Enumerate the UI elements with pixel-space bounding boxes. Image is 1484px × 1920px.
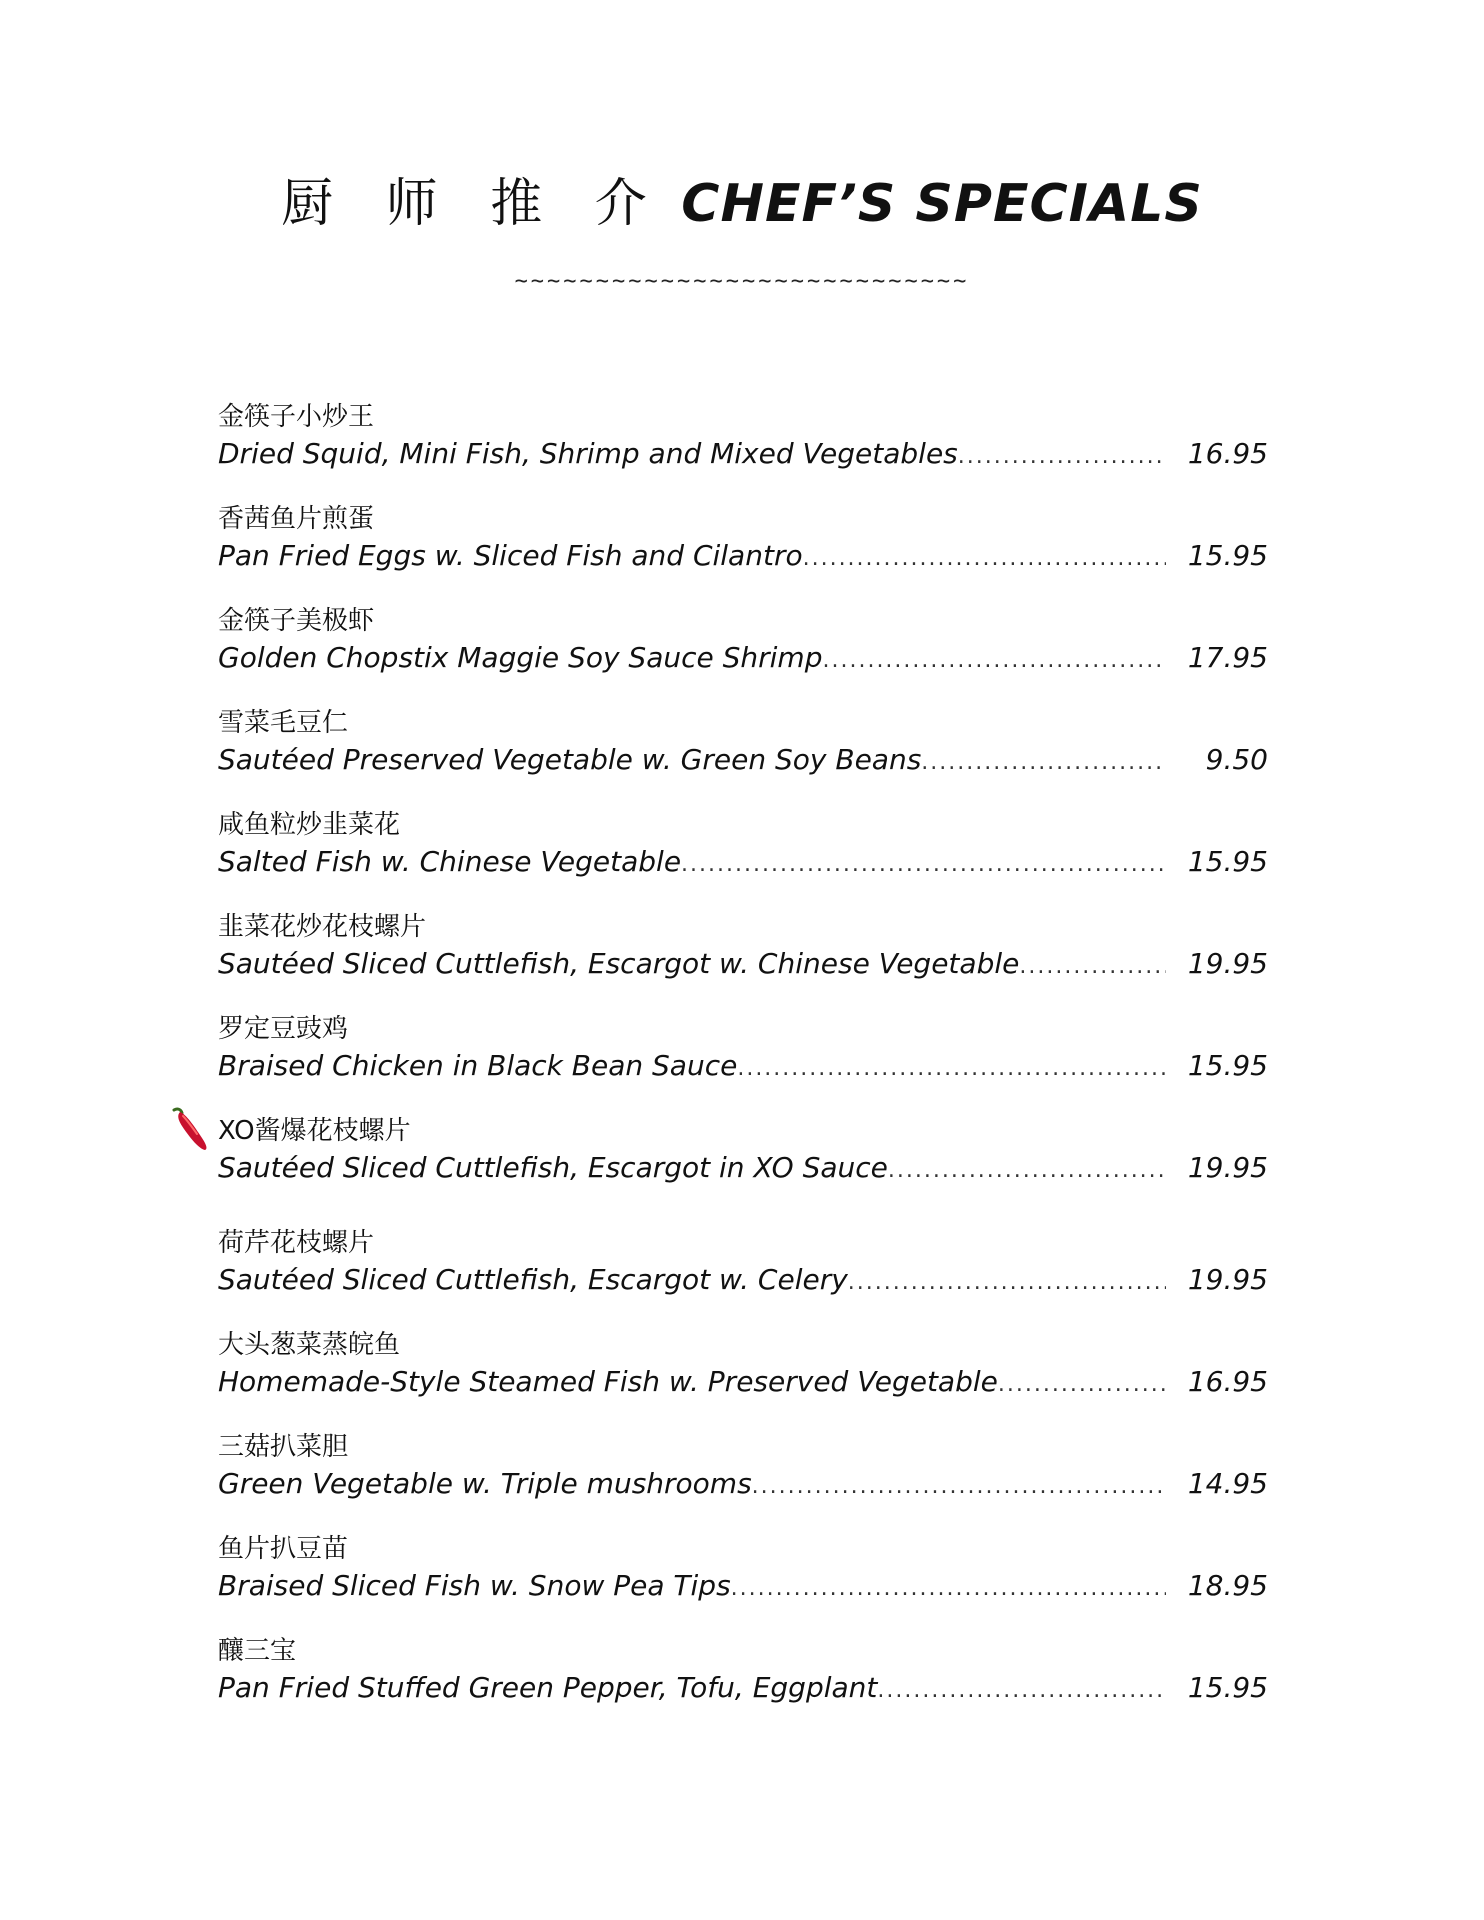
menu-item-english-name: Green Vegetable w. Triple mushrooms	[218, 1467, 752, 1500]
menu-item	[218, 1328, 1268, 1430]
menu-item-chinese-name: 鱼片扒豆苗	[218, 1534, 349, 1564]
page-title-chinese: 厨 师 推 介	[281, 174, 665, 234]
menu-item-english-name: Homemade-Style Steamed Fish w. Preserved Vegetable	[218, 1365, 998, 1398]
dot-leader	[921, 743, 1166, 783]
menu-item-price: 9.50	[1205, 743, 1268, 776]
dot-leader	[888, 1151, 1166, 1191]
title-divider: ~~~~~~~~~~~~~~~~~~~~~~~~~~~~	[514, 269, 970, 294]
dot-leader	[731, 1569, 1166, 1609]
menu-item-row	[218, 1362, 1268, 1405]
menu-item-price: 18.95	[1187, 1569, 1268, 1602]
menu-item-row	[218, 536, 1268, 579]
menu-item-price: 15.95	[1187, 1671, 1268, 1704]
dot-leader	[848, 1263, 1166, 1303]
menu-item-english-name: Sautéed Preserved Vegetable w. Green Soy Beans	[218, 743, 922, 776]
menu-item-row	[218, 1148, 1268, 1191]
menu-item-price: 17.95	[1187, 641, 1268, 674]
menu-item-price: 19.95	[1187, 947, 1268, 980]
menu-item	[218, 1532, 1268, 1634]
menu-item	[218, 502, 1268, 604]
menu-item-price: 14.95	[1187, 1467, 1268, 1500]
menu-item-chinese-name: XO酱爆花枝螺片	[218, 1116, 411, 1146]
menu-item-chinese-name: 韭菜花炒花枝螺片	[218, 912, 427, 942]
menu-item-price: 15.95	[1187, 845, 1268, 878]
menu-item-price: 19.95	[1187, 1263, 1268, 1296]
menu-item-chinese-name: 雪菜毛豆仁	[218, 708, 349, 738]
menu-item-chinese-name: 釀三宝	[218, 1636, 297, 1666]
menu-item-chinese-name: 金筷子美极虾	[218, 606, 375, 636]
menu-item-row	[218, 944, 1268, 987]
menu-item-row	[218, 1260, 1268, 1303]
menu-item-row	[218, 434, 1268, 477]
menu-item-chinese-name: 罗定豆豉鸡	[218, 1014, 349, 1044]
menu-item-chinese-name: 荷芹花枝螺片	[218, 1228, 375, 1258]
chili-pepper-icon	[168, 1104, 212, 1154]
menu-item	[218, 808, 1268, 910]
menu-item-price: 16.95	[1187, 1365, 1268, 1398]
page-title-english: CHEF’S SPECIALS	[681, 174, 1203, 234]
menu-item	[218, 1226, 1268, 1328]
menu-item-english-name: Braised Chicken in Black Bean Sauce	[218, 1049, 738, 1082]
dot-leader	[998, 1365, 1166, 1405]
menu-item	[218, 1634, 1268, 1746]
menu-item	[218, 1012, 1268, 1114]
dot-leader	[737, 1049, 1166, 1089]
menu-item-chinese-name: 三菇扒菜胆	[218, 1432, 349, 1462]
menu-item-row	[218, 842, 1268, 885]
menu-item	[218, 604, 1268, 706]
dot-leader	[681, 845, 1166, 885]
dot-leader	[877, 1671, 1166, 1711]
menu-item	[218, 706, 1268, 808]
menu-item-english-name: Pan Fried Stuffed Green Pepper, Tofu, Eggplant	[218, 1671, 878, 1704]
menu-item-price: 15.95	[1187, 1049, 1268, 1082]
menu-item	[218, 1430, 1268, 1532]
menu-item-english-name: Pan Fried Eggs w. Sliced Fish and Cilantro	[218, 539, 803, 572]
menu-item-row	[218, 740, 1268, 783]
menu-item-chinese-name: 金筷子小炒王	[218, 402, 375, 432]
page-title	[0, 172, 1484, 236]
menu-item-price: 16.95	[1187, 437, 1268, 470]
menu-item-price: 19.95	[1187, 1151, 1268, 1184]
dot-leader	[803, 539, 1166, 579]
menu-item-row	[218, 638, 1268, 681]
dot-leader	[1019, 947, 1166, 987]
menu-item-row	[218, 1566, 1268, 1609]
menu-item-spicy	[218, 1114, 1268, 1226]
dot-leader	[822, 641, 1166, 681]
menu-item-chinese-name: 大头葱菜蒸皖鱼	[218, 1330, 401, 1360]
menu-item-row	[218, 1046, 1268, 1089]
menu-item-english-name: Dried Squid, Mini Fish, Shrimp and Mixed Vegetables	[218, 437, 958, 470]
menu-item-english-name: Sautéed Sliced Cuttlefish, Escargot in XO Sauce	[218, 1151, 888, 1184]
menu-item-english-name: Golden Chopstix Maggie Soy Sauce Shrimp	[218, 641, 823, 674]
menu-item-price: 15.95	[1187, 539, 1268, 572]
menu-item	[218, 910, 1268, 1012]
menu-list	[218, 400, 1268, 1746]
menu-item-row	[218, 1668, 1268, 1711]
menu-item-english-name: Sautéed Sliced Cuttlefish, Escargot w. Celery	[218, 1263, 848, 1296]
dot-leader	[958, 437, 1166, 477]
menu-item-chinese-name: 咸鱼粒炒韭菜花	[218, 810, 401, 840]
dot-leader	[752, 1467, 1166, 1507]
menu-item-english-name: Salted Fish w. Chinese Vegetable	[218, 845, 682, 878]
menu-item-row	[218, 1464, 1268, 1507]
menu-item	[218, 400, 1268, 502]
menu-item-chinese-name: 香茜鱼片煎蛋	[218, 504, 375, 534]
menu-item-english-name: Sautéed Sliced Cuttlefish, Escargot w. Chinese Vegetable	[218, 947, 1020, 980]
menu-item-english-name: Braised Sliced Fish w. Snow Pea Tips	[218, 1569, 731, 1602]
